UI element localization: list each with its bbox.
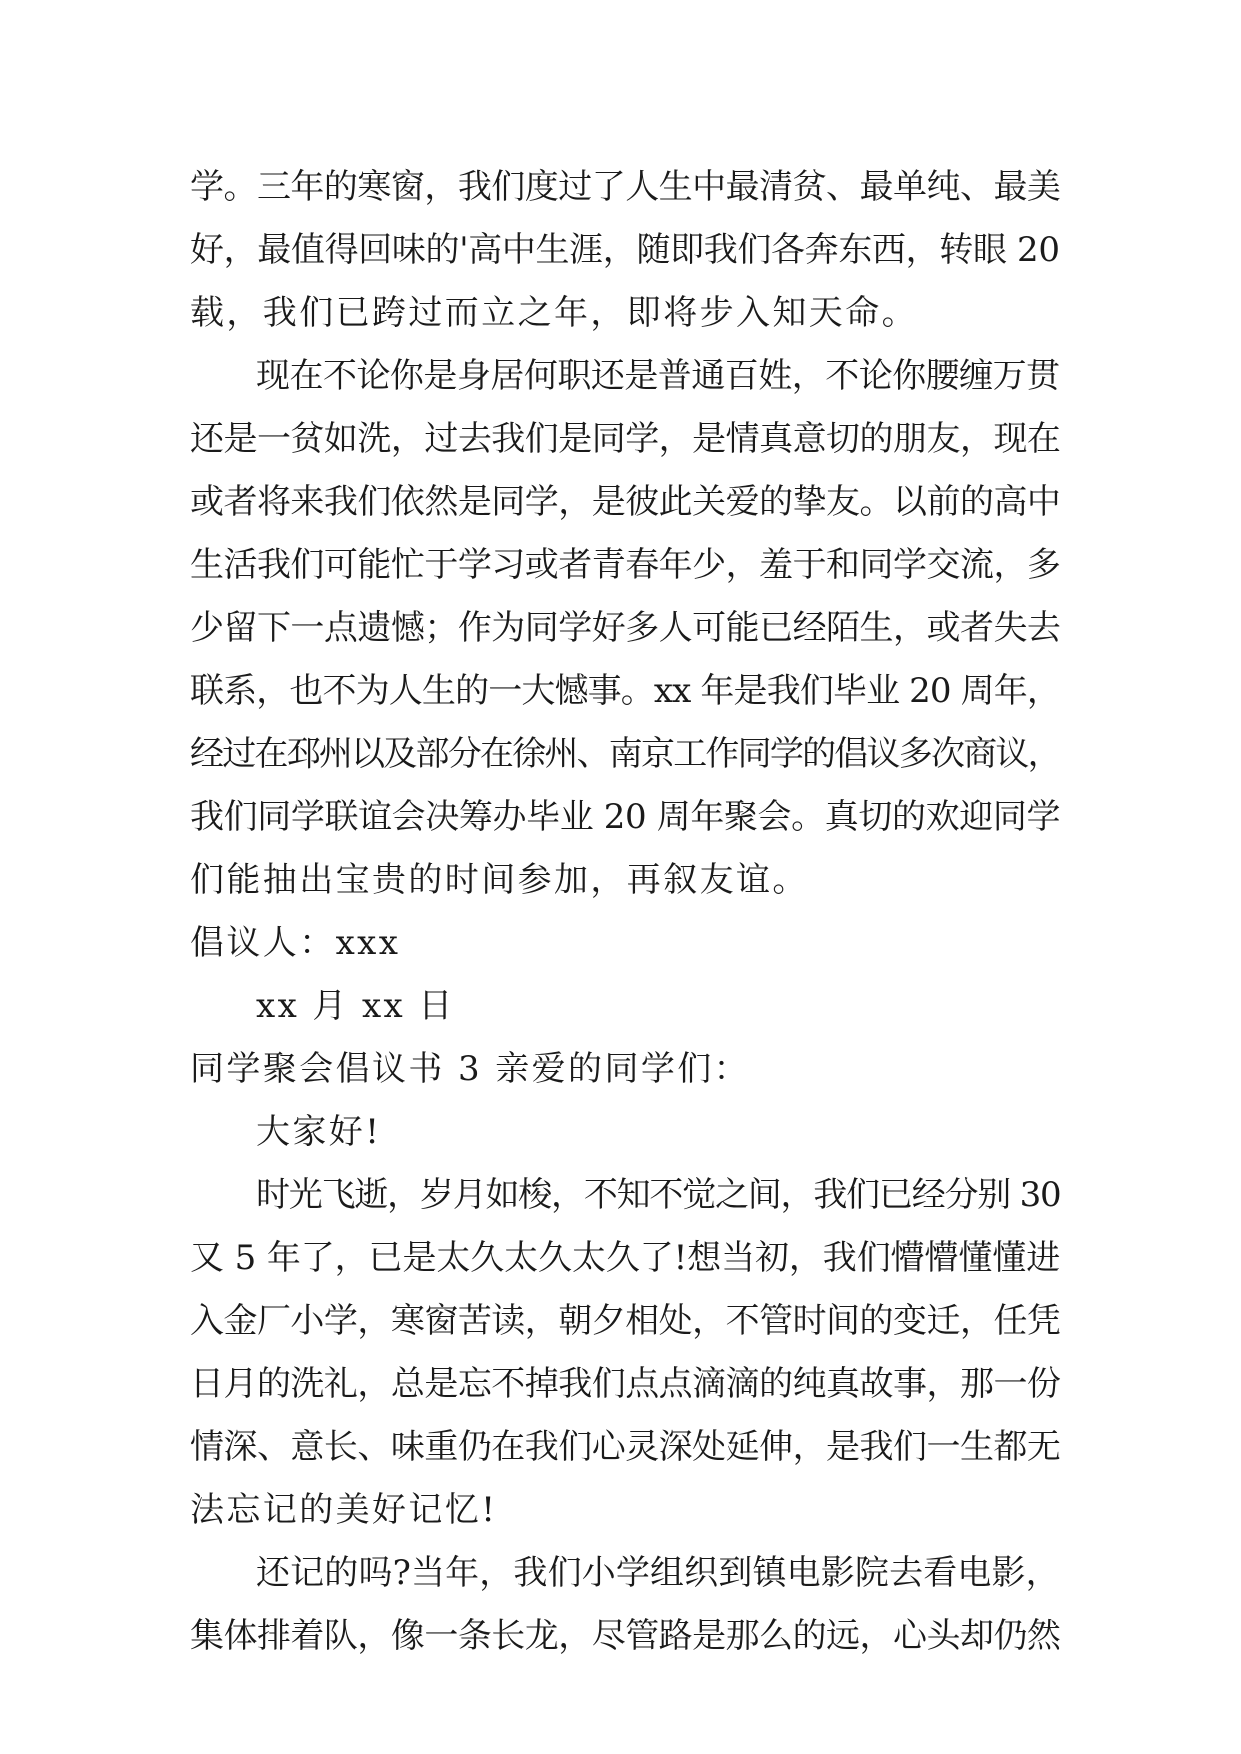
text-line: 学。三年的寒窗，我们度过了人生中最清贫、最单纯、最美 bbox=[190, 167, 1061, 207]
paragraph-start-line: 还记的吗?当年，我们小学组织到镇电影院去看电影， bbox=[256, 1553, 1060, 1593]
text-line: 好，最值得回味的'高中生涯，随即我们各奔东西，转眼 20 bbox=[190, 230, 1060, 270]
text-line: 情深、意长、味重仍在我们心灵深处延伸，是我们一生都无 bbox=[190, 1427, 1061, 1467]
paragraph-start-line: 现在不论你是身居何职还是普通百姓，不论你腰缠万贯 bbox=[256, 356, 1060, 396]
text-line: 们能抽出宝贵的时间参加，再叙友谊。 bbox=[190, 860, 809, 900]
text-line: 还是一贫如洗，过去我们是同学，是情真意切的朋友，现在 bbox=[190, 419, 1061, 459]
text-line: 生活我们可能忙于学习或者青春年少，羞于和同学交流，多 bbox=[190, 545, 1061, 585]
signatory-line: 倡议人：xxx bbox=[190, 923, 401, 963]
text-line: 集体排着队，像一条长龙，尽管路是那么的远，心头却仍然 bbox=[190, 1616, 1061, 1656]
text-line: 联系，也不为人生的一大憾事。xx 年是我们毕业 20 周年， bbox=[190, 671, 1061, 711]
text-line: 法忘记的美好记忆! bbox=[190, 1490, 498, 1530]
paragraph-start-line: 时光飞逝，岁月如梭，不知不觉之间，我们已经分别 30 bbox=[256, 1175, 1061, 1215]
text-line: 我们同学联谊会决筹办毕业 20 周年聚会。真切的欢迎同学 bbox=[190, 797, 1061, 837]
section-heading: 同学聚会倡议书 3 亲爱的同学们： bbox=[190, 1049, 751, 1089]
text-line: 少留下一点遗憾；作为同学好多人可能已经陌生，或者失去 bbox=[190, 608, 1061, 648]
date-line: xx 月 xx 日 bbox=[256, 986, 455, 1026]
text-line: 日月的洗礼，总是忘不掉我们点点滴滴的纯真故事，那一份 bbox=[190, 1364, 1061, 1404]
text-line: 经过在邳州以及部分在徐州、南京工作同学的倡议多次商议， bbox=[190, 734, 1060, 774]
greeting-line: 大家好! bbox=[256, 1112, 382, 1152]
text-line: 入金厂小学，寒窗苦读，朝夕相处，不管时间的变迁，任凭 bbox=[190, 1301, 1061, 1341]
text-line: 或者将来我们依然是同学，是彼此关爱的挚友。以前的高中 bbox=[190, 482, 1061, 522]
text-line: 载，我们已跨过而立之年，即将步入知天命。 bbox=[190, 293, 918, 333]
text-line: 又 5 年了，已是太久太久太久了!想当初，我们懵懵懂懂进 bbox=[190, 1238, 1061, 1278]
